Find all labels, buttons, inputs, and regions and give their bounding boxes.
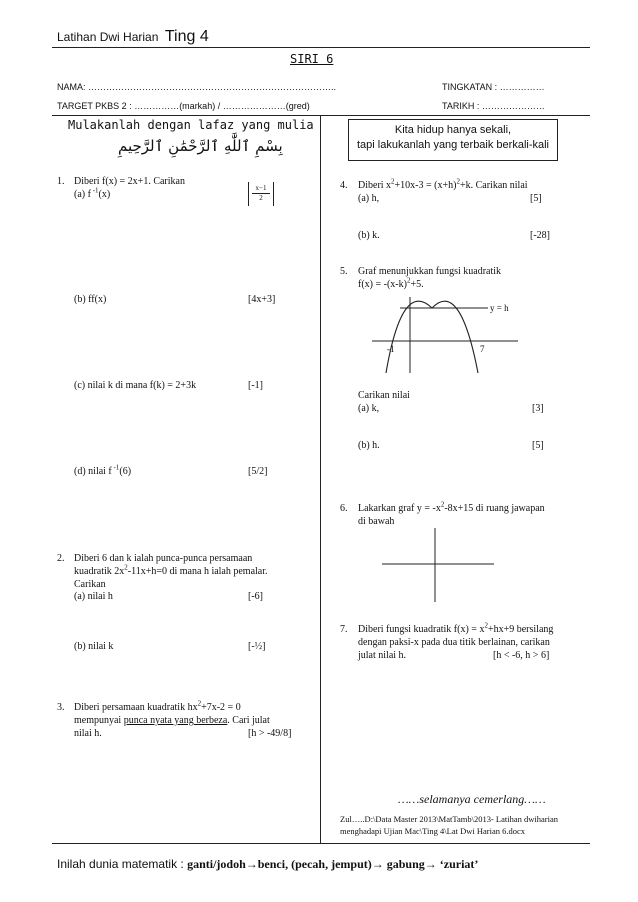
q2-a-answer: [-6] — [248, 591, 263, 602]
q5-number: 5. — [340, 266, 348, 277]
footer-text — [57, 855, 478, 873]
q7-line-1b: +hx+9 bersilang — [487, 624, 554, 635]
q2-part-b: (b) nilai k — [74, 641, 114, 652]
q1-a-answer-den: 2 — [259, 194, 263, 202]
tingkatan-field: TINGKATAN : …………… — [442, 82, 545, 92]
q2-number: 2. — [57, 553, 65, 564]
q7-line-3: julat nilai h. — [358, 650, 407, 661]
q5-line-2b: +5. — [410, 279, 424, 290]
q1-b-answer: [4x+3] — [248, 294, 276, 305]
q1-part-b: (b) ff(x) — [74, 294, 107, 305]
q3-line-2a: mempunyai — [74, 715, 124, 726]
q7-line-1a: Diberi fungsi kuadratik f(x) = x — [358, 624, 485, 635]
q4-part-b: (b) k. — [358, 230, 380, 241]
q1-a-tail: (x) — [98, 189, 111, 200]
filepath-line-2: menghadapi Ujian Mac\Ting 4\Lat Dwi Harian 6.docx — [340, 826, 525, 836]
q3-number: 3. — [57, 702, 65, 713]
q7-line-1-sup: 2 — [484, 621, 488, 630]
q1-a-sup: -1 — [90, 186, 99, 195]
motto-line-1: Kita hidup hanya sekali, — [394, 124, 512, 136]
q1-d-sup: -1 — [111, 463, 120, 472]
q2-b-answer: [-½] — [248, 641, 266, 652]
q6-line-1b: -8x+15 di ruang jawapan — [444, 503, 545, 514]
footer-prefix: Inilah dunia matematik : — [57, 857, 188, 871]
q5-carikan: Carikan nilai — [358, 390, 410, 401]
q5-line-2-sup: 2 — [406, 276, 411, 285]
header-prefix: Latihan Dwi Harian — [57, 30, 159, 44]
q4-a-answer: [5] — [530, 193, 542, 204]
header-rule — [52, 47, 590, 48]
q5-parabola-curve — [386, 301, 478, 373]
q1-number: 1. — [57, 176, 65, 187]
column-divider — [320, 115, 321, 843]
header-level: Ting 4 — [164, 28, 209, 45]
q6-number: 6. — [340, 503, 348, 514]
q1-a-answer-num: x−1 — [252, 184, 270, 194]
q4-stem-a: Diberi x — [358, 180, 392, 191]
q6-axes — [378, 526, 498, 604]
closing-phrase: ……selamanya cemerlang…… — [398, 792, 546, 806]
q1-d-tail: (6) — [119, 466, 132, 477]
q4-b-answer: [-28] — [530, 230, 550, 241]
q3-line-1 — [74, 699, 241, 714]
siri-title: SIRI 6 — [290, 52, 334, 66]
q5-line-1: Graf menunjukkan fungsi kuadratik — [358, 266, 502, 277]
q2-line-2-sup: 2 — [124, 563, 128, 572]
q4-stem-b: +10x-3 = (x+h) — [394, 180, 457, 191]
q5-line-2 — [358, 276, 424, 291]
tarikh-field: TARIKH : ………………… — [442, 101, 545, 111]
q2-line-2b: -11x+h=0 di mana h ialah pemalar. — [127, 566, 268, 577]
footer-bold: ganti/jodoh→benci, (pecah, jemput)→ gabung→ ‘zuriat’ — [187, 857, 479, 871]
footer-rule — [52, 843, 590, 844]
top-frame-rule — [52, 115, 590, 116]
target-field: TARGET PKBS 2 : ……………(markah) / …………………(gred) — [57, 101, 310, 111]
q1-a-answer — [248, 182, 274, 206]
q4-part-a: (a) h, — [358, 193, 380, 204]
q5-left-root-label: -1 — [387, 344, 395, 354]
q3-line-2b: . Cari julat — [227, 715, 270, 726]
q6-line-1 — [358, 500, 545, 515]
q5-b-answer: [5] — [532, 440, 544, 451]
q7-line-2: dengan paksi-x pada dua titik berlainan, carikan — [358, 637, 550, 648]
q5-part-b: (b) h. — [358, 440, 380, 451]
q5-a-answer: [3] — [532, 403, 544, 414]
filepath-line-1: Zul…..D:\Data Master 2013\MatTamb\2013- Latihan dwiharian — [340, 814, 558, 824]
q1-d-answer: [5/2] — [248, 466, 268, 477]
q7-number: 7. — [340, 624, 348, 635]
q3-answer: [h > -49/8] — [248, 728, 292, 739]
q2-line-3: Carikan — [74, 579, 106, 590]
q6-line-2: di bawah — [358, 516, 395, 527]
q4-stem — [358, 177, 528, 192]
q1-d-label: (d) nilai f — [74, 466, 112, 477]
q5-part-a: (a) k, — [358, 403, 380, 414]
nama-field: NAMA: ……………………………………………………………………….. — [57, 82, 337, 92]
q4-stem-sup2: 2 — [456, 177, 460, 186]
q3-line-2 — [74, 715, 270, 727]
doc-header — [57, 28, 209, 46]
q4-stem-c: +k. Carikan nilai — [459, 180, 528, 191]
q5-line-label: y = h — [490, 303, 509, 313]
q6-line-1-sup: 2 — [440, 500, 445, 509]
q1-stem: Diberi f(x) = 2x+1. Carikan — [74, 176, 185, 187]
q4-stem-sup1: 2 — [391, 177, 395, 186]
q7-line-1 — [358, 621, 554, 636]
q2-line-1: Diberi 6 dan k ialah punca-punca persamaan — [74, 553, 253, 564]
q5-line-2a: f(x) = -(x-k) — [358, 279, 407, 290]
q3-line-1-sup: 2 — [197, 699, 202, 708]
q3-line-1b: +7x-2 = 0 — [201, 702, 241, 713]
q1-a-label: (a) f — [74, 189, 91, 200]
q6-line-1a: Lakarkan graf y = -x — [358, 503, 441, 514]
q5-right-root-label: 7 — [480, 344, 485, 354]
bismillah-calligraphy: بِسْمِ ٱللَّٰهِ ٱلرَّحْمَٰنِ ٱلرَّحِيمِ — [118, 137, 283, 155]
q2-line-2 — [74, 563, 268, 578]
q3-line-1a: Diberi persamaan kuadratik hx — [74, 702, 198, 713]
q7-answer: [h < -6, h > 6] — [493, 650, 550, 661]
motto-line-2: tapi lakukanlah yang terbaik berkali-kali — [357, 139, 549, 151]
opening-heading: Mulakanlah dengan lafaz yang mulia — [68, 118, 314, 132]
q1-part-c: (c) nilai k di mana f(k) = 2+3k — [74, 380, 197, 391]
q1-part-a — [74, 186, 111, 201]
q1-part-d — [74, 463, 132, 478]
q1-c-answer: [-1] — [248, 380, 263, 391]
motto-box — [348, 119, 558, 161]
q3-underlined-phrase: punca nyata yang berbeza — [123, 715, 228, 726]
q2-line-2a: kuadratik 2x — [74, 566, 125, 577]
q3-line-3: nilai h. — [74, 728, 102, 739]
q4-number: 4. — [340, 180, 348, 191]
q2-part-a: (a) nilai h — [74, 591, 113, 602]
